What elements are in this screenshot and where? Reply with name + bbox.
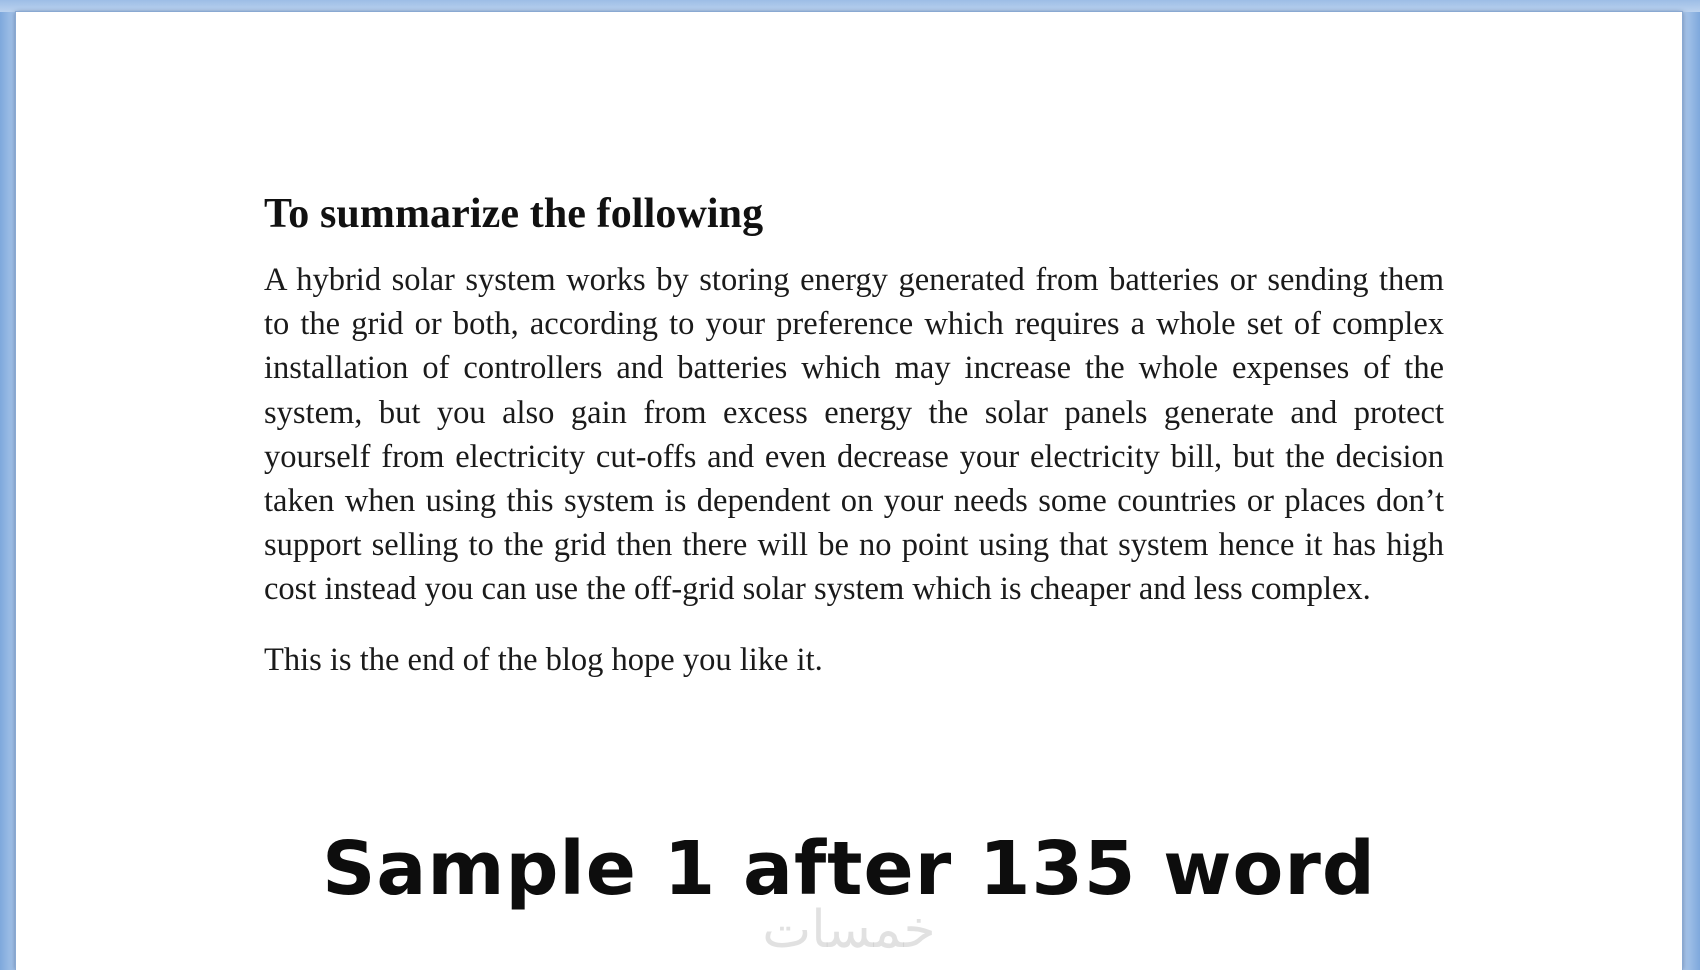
watermark-logo: خمسات [762,900,936,960]
closing-paragraph: This is the end of the blog hope you like it. [264,641,823,678]
summary-paragraph: A hybrid solar system works by storing energy generated from batteries or sending them to the grid or both, according to your preference which requires a whole set of complex installation of controllers and batteries which may increase the whole expenses of the system, but you also gain from excess energy the solar panels generate and protect yourself from electricity cut-offs and even decrease your electricity bill, but the decision taken when using this system is dependent on your needs some countries or places don’t support selling to the grid then there will be no point using that system hence it has high cost instead you can use the off-grid solar system which is cheaper and less complex. [264,262,1444,608]
window-top-edge [0,0,1700,12]
document-heading: To summarize the following [264,191,764,237]
sample-caption: Sample 1 after 135 word [322,826,1376,912]
document-page[interactable] [16,12,1682,970]
document-body [264,184,1444,682]
